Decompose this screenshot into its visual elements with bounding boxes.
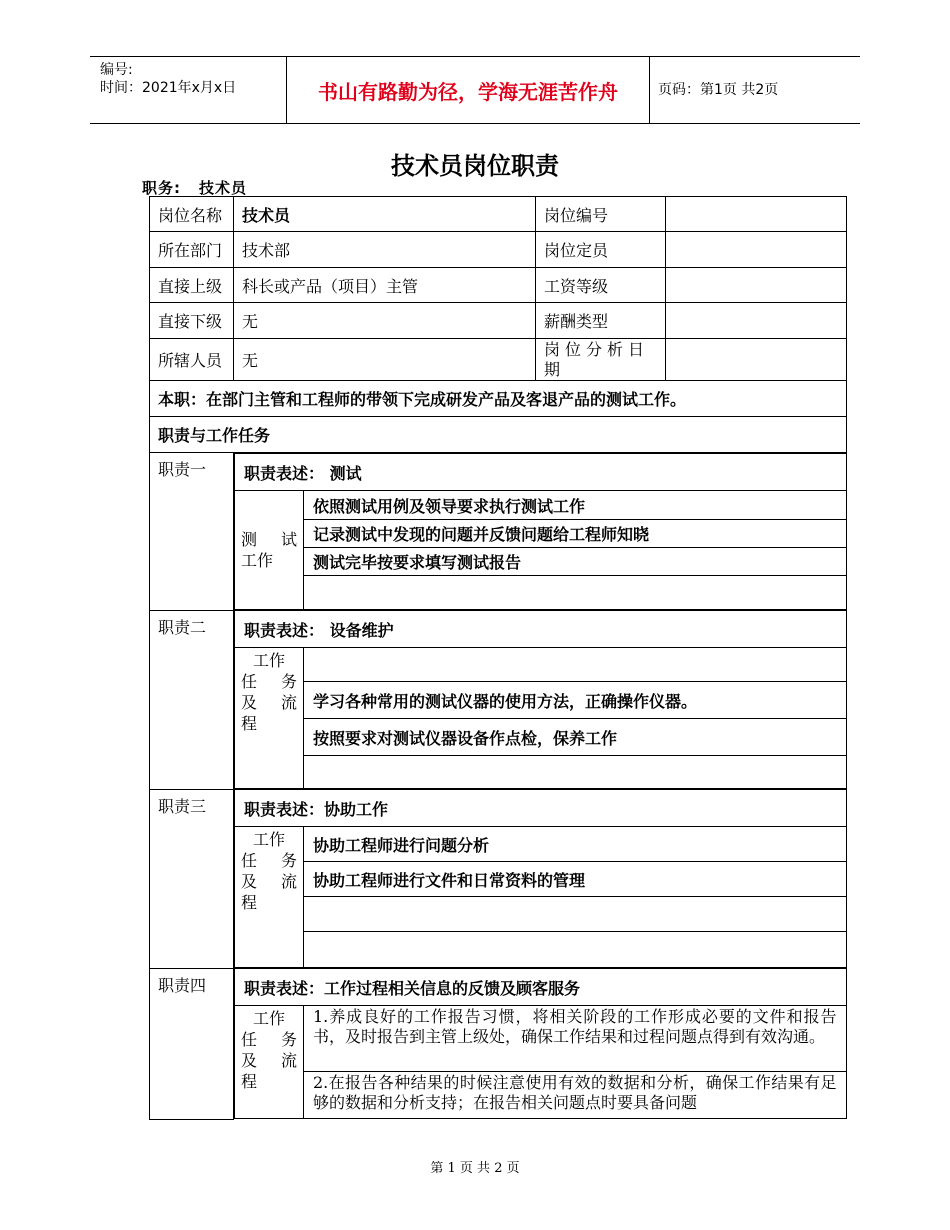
info-value: 技术部 bbox=[234, 232, 536, 268]
duty-name: 职责一 bbox=[150, 453, 234, 611]
task-item: 依照测试用例及领导要求执行测试工作 bbox=[304, 491, 847, 520]
info-row bbox=[150, 268, 847, 303]
duty-detail bbox=[234, 789, 847, 968]
info-label: 直接上级 bbox=[150, 268, 234, 303]
document-title: 技术员岗位职责 bbox=[391, 152, 559, 180]
info-value bbox=[666, 197, 847, 232]
info-label: 直接下级 bbox=[150, 303, 234, 339]
info-label: 岗位名称 bbox=[150, 197, 234, 232]
task-item: 记录测试中发现的问题并反馈问题给工程师知晓 bbox=[304, 520, 847, 548]
info-value: 科长或产品（项目）主管 bbox=[234, 268, 536, 303]
info-label: 岗位编号 bbox=[536, 197, 666, 232]
info-label: 岗位定员 bbox=[536, 232, 666, 268]
task-paragraph: 1.养成良好的工作报告习惯，将相关阶段的工作形成必要的文件和报告书，及时报告到主管上级处，确保工作结果和过程问题点得到有效沟通。 bbox=[304, 1006, 847, 1072]
duty-detail bbox=[234, 968, 847, 1119]
info-value: 技术员 bbox=[234, 197, 536, 232]
info-row bbox=[150, 232, 847, 268]
info-value: 无 bbox=[234, 303, 536, 339]
info-row bbox=[150, 197, 847, 232]
position-value: 技术员 bbox=[199, 179, 248, 197]
task-label: 测 试 工作 bbox=[235, 491, 304, 610]
info-value bbox=[666, 339, 847, 381]
task-item bbox=[304, 756, 847, 789]
info-value bbox=[666, 232, 847, 268]
duty-name: 职责四 bbox=[150, 968, 234, 1119]
info-value bbox=[666, 268, 847, 303]
task-label: 工作 任 务 及 流 程 bbox=[235, 827, 304, 968]
info-value bbox=[666, 303, 847, 339]
info-row bbox=[150, 303, 847, 339]
duty-statement: 职责表述：工作过程相关信息的反馈及顾客服务 bbox=[235, 969, 847, 1006]
duty-block bbox=[150, 453, 847, 611]
info-row bbox=[150, 339, 847, 381]
task-item bbox=[304, 897, 847, 932]
page-footer: 第 1 页 共 2 页 bbox=[430, 1161, 520, 1176]
duty-block bbox=[150, 610, 847, 789]
header-meta bbox=[100, 61, 236, 97]
core-duty: 本职：在部门主管和工程师的带领下完成研发产品及客退产品的测试工作。 bbox=[150, 381, 847, 417]
duty-name: 职责二 bbox=[150, 610, 234, 789]
task-item: 按照要求对测试仪器设备作点检，保养工作 bbox=[304, 719, 847, 756]
duties-heading: 职责与工作任务 bbox=[150, 417, 847, 453]
info-value: 无 bbox=[234, 339, 536, 381]
task-paragraph: 2.在报告各种结果的时候注意使用有效的数据和分析，确保工作结果有足够的数据和分析支持；在报告相关问题点时要具备问题 bbox=[304, 1072, 847, 1119]
duty-block bbox=[150, 968, 847, 1119]
task-item: 协助工程师进行文件和日常资料的管理 bbox=[304, 862, 847, 897]
header-motto: 书山有路勤为径，学海无涯苦作舟 bbox=[286, 57, 650, 123]
task-label: 工作 任 务 及 流 程 bbox=[235, 648, 304, 789]
serial-label: 编号: bbox=[100, 62, 133, 78]
task-label: 工作 任 务 及 流 程 bbox=[235, 1006, 304, 1119]
position-label: 职务: bbox=[142, 179, 181, 197]
duty-detail bbox=[234, 453, 847, 610]
duty-name: 职责三 bbox=[150, 789, 234, 968]
task-item bbox=[304, 932, 847, 968]
core-duty-row bbox=[150, 381, 847, 417]
duty-statement: 职责表述：协助工作 bbox=[235, 790, 847, 827]
info-label: 工资等级 bbox=[536, 268, 666, 303]
header-page-info: 页码：第1页 共2页 bbox=[658, 82, 779, 98]
duty-statement: 职责表述： 设备维护 bbox=[235, 611, 847, 648]
task-item: 测试完毕按要求填写测试报告 bbox=[304, 548, 847, 576]
position-line bbox=[142, 177, 247, 198]
info-label: 薪酬类型 bbox=[536, 303, 666, 339]
info-label: 所在部门 bbox=[150, 232, 234, 268]
time-label: 时间：2021年x月x日 bbox=[100, 80, 237, 96]
job-description-table bbox=[149, 196, 847, 1120]
page-header bbox=[90, 56, 860, 124]
task-item: 协助工程师进行问题分析 bbox=[304, 827, 847, 862]
duty-block bbox=[150, 789, 847, 968]
duty-statement: 职责表述： 测试 bbox=[235, 454, 847, 491]
duties-heading-row bbox=[150, 417, 847, 453]
info-label: 所辖人员 bbox=[150, 339, 234, 381]
duty-detail bbox=[234, 610, 847, 789]
task-item: 学习各种常用的测试仪器的使用方法，正确操作仪器。 bbox=[304, 682, 847, 719]
info-label: 岗位分析日期 bbox=[536, 339, 666, 381]
task-item bbox=[304, 648, 847, 682]
task-item bbox=[304, 576, 847, 610]
